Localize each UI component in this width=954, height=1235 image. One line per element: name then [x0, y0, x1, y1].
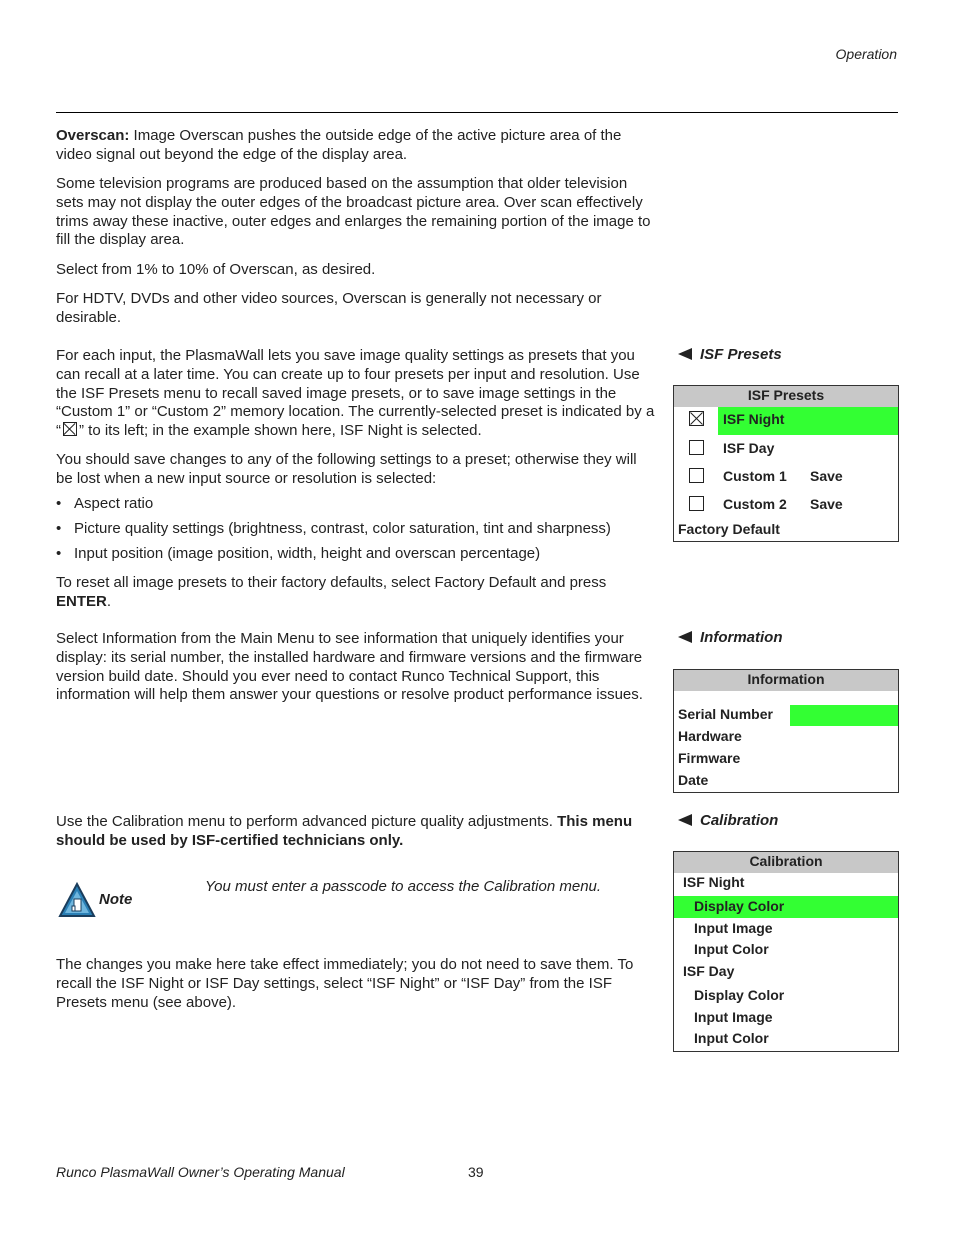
checkbox-icon[interactable] — [689, 468, 704, 483]
menu-item-label: Custom 1 — [723, 468, 787, 484]
calibration-menu-title: Calibration — [674, 852, 898, 873]
isf-paragraph-3 — [56, 574, 656, 612]
checked-box-icon[interactable] — [689, 411, 704, 426]
running-header: Operation — [835, 46, 897, 62]
information-menu-title: Information — [674, 670, 898, 691]
menu-item-input-image[interactable]: Input Image — [694, 1009, 773, 1025]
calibration-heading-text: Calibration — [700, 812, 779, 829]
information-heading-text: Information — [700, 629, 783, 646]
checkbox-icon[interactable] — [689, 440, 704, 455]
isf-text-3a: To reset all image presets to their factory defaults, select Factory Default and press — [56, 574, 607, 591]
note-text: You must enter a passcode to access the Calibration menu. — [205, 878, 602, 895]
isf-paragraph-1 — [56, 347, 656, 441]
menu-item-display-color[interactable]: Display Color — [694, 987, 785, 1003]
header-rule — [56, 112, 898, 113]
isf-text-3c: . — [106, 592, 112, 610]
save-button[interactable]: Save — [810, 496, 843, 512]
calibration-group-isf-night: ISF Night — [683, 874, 745, 890]
page-number: 39 — [468, 1164, 484, 1180]
arrow-left-icon — [678, 814, 692, 826]
calibration-menu — [673, 851, 899, 1052]
menu-item-label: ISF Day — [723, 440, 775, 456]
calibration-paragraph-1 — [56, 813, 656, 851]
calibration-text-1a: Use the Calibration menu to perform advanced picture quality adjustments. — [56, 813, 553, 830]
menu-item-custom-1[interactable] — [674, 463, 898, 491]
information-paragraph: Select Information from the Main Menu to see information that uniquely identifies your display: its serial number, the installed hardware and firmware versions and the firmware version build date. Should you ever need to contact Runco Technical Support, this information will help them answer your questions or resolve product performance issues. — [56, 630, 643, 704]
overscan-text-1: Image Overscan pushes the outside edge of the active picture area of the video signal out beyond the edge of the display area. — [56, 127, 622, 163]
menu-item-custom-2[interactable] — [674, 491, 898, 519]
info-label-firmware: Firmware — [678, 750, 741, 766]
information-heading — [678, 629, 783, 646]
overscan-lead: Overscan: — [56, 127, 130, 144]
calibration-paragraph-2: The changes you make here take effect immediately; you do not need to save them. To recall the ISF Night or ISF Day settings, select “ISF Night” or “ISF Day” from the ISF Presets menu (see above). — [56, 956, 634, 1011]
menu-item-input-color[interactable]: Input Color — [694, 941, 769, 957]
menu-item-label: Custom 2 — [723, 496, 787, 512]
isf-presets-menu — [673, 385, 899, 542]
footer-manual-title: Runco PlasmaWall Owner’s Operating Manual — [56, 1164, 345, 1180]
menu-item-input-image[interactable]: Input Image — [694, 920, 773, 936]
overscan-paragraph-4: For HDTV, DVDs and other video sources, Overscan is generally not necessary or desirable. — [56, 290, 602, 326]
info-label-date: Date — [678, 772, 709, 788]
enter-key-label: ENTER — [56, 592, 107, 610]
isf-text-1a: For each input, the PlasmaWall lets you save image quality settings as presets that you can recall at a later time. You can create up to four presets per input and resolution. Use the ISF Presets menu to recall saved image presets, or to save image settings in the “Custom 1” or “Custom 2” memory location. The currently-selected preset is indicated by a “ — [56, 347, 655, 440]
note-label: Note — [99, 891, 133, 908]
overscan-paragraph-2: Some television programs are produced based on the assumption that older television sets may not display the outer edges of the broadcast picture area. Over scan effectively trims away these inactive, outer edges and enlarges the remaining portion of the image to fill the display area. — [56, 175, 651, 249]
menu-item-factory-default[interactable] — [674, 519, 898, 541]
calibration-warning: This menu should be used by ISF-certified technicians only. — [56, 813, 633, 849]
menu-item-display-color[interactable]: Display Color — [694, 898, 785, 914]
menu-item-input-color[interactable]: Input Color — [694, 1030, 769, 1046]
isf-paragraph-2: You should save changes to any of the following settings to a preset; otherwise they will be lost when a new input source or resolution is selected: — [56, 451, 637, 487]
isf-text-1b: ” to its left; in the example shown here, ISF Night is selected. — [79, 422, 482, 440]
bullet-item: • Input position (image position, width, height and overscan percentage) — [74, 545, 654, 564]
information-menu — [673, 669, 899, 793]
menu-item-label: ISF Night — [723, 411, 785, 427]
isf-presets-menu-title: ISF Presets — [674, 386, 898, 407]
serial-number-value — [790, 705, 898, 726]
overscan-paragraph-3: Select from 1% to 10% of Overscan, as desired. — [56, 261, 376, 278]
calibration-heading — [678, 812, 778, 829]
save-button[interactable]: Save — [810, 468, 843, 484]
isf-presets-heading-text: ISF Presets — [700, 346, 782, 363]
isf-presets-heading — [678, 346, 782, 363]
note-icon — [58, 882, 96, 925]
menu-item-isf-day[interactable] — [674, 435, 898, 463]
bullet-item: • Aspect ratio — [74, 495, 654, 514]
checkbox-icon[interactable] — [689, 496, 704, 511]
menu-item-isf-night[interactable] — [674, 407, 898, 435]
calibration-group-isf-day: ISF Day — [683, 963, 735, 979]
arrow-left-icon — [678, 348, 692, 360]
info-label-serial: Serial Number — [678, 706, 773, 722]
bullet-item: • Picture quality settings (brightness, contrast, color saturation, tint and sharpness) — [74, 520, 654, 539]
menu-item-label: Factory Default — [678, 521, 780, 537]
arrow-left-icon — [678, 631, 692, 643]
info-label-hardware: Hardware — [678, 728, 742, 744]
checked-box-icon — [63, 422, 77, 436]
overscan-paragraph-1 — [56, 127, 656, 165]
